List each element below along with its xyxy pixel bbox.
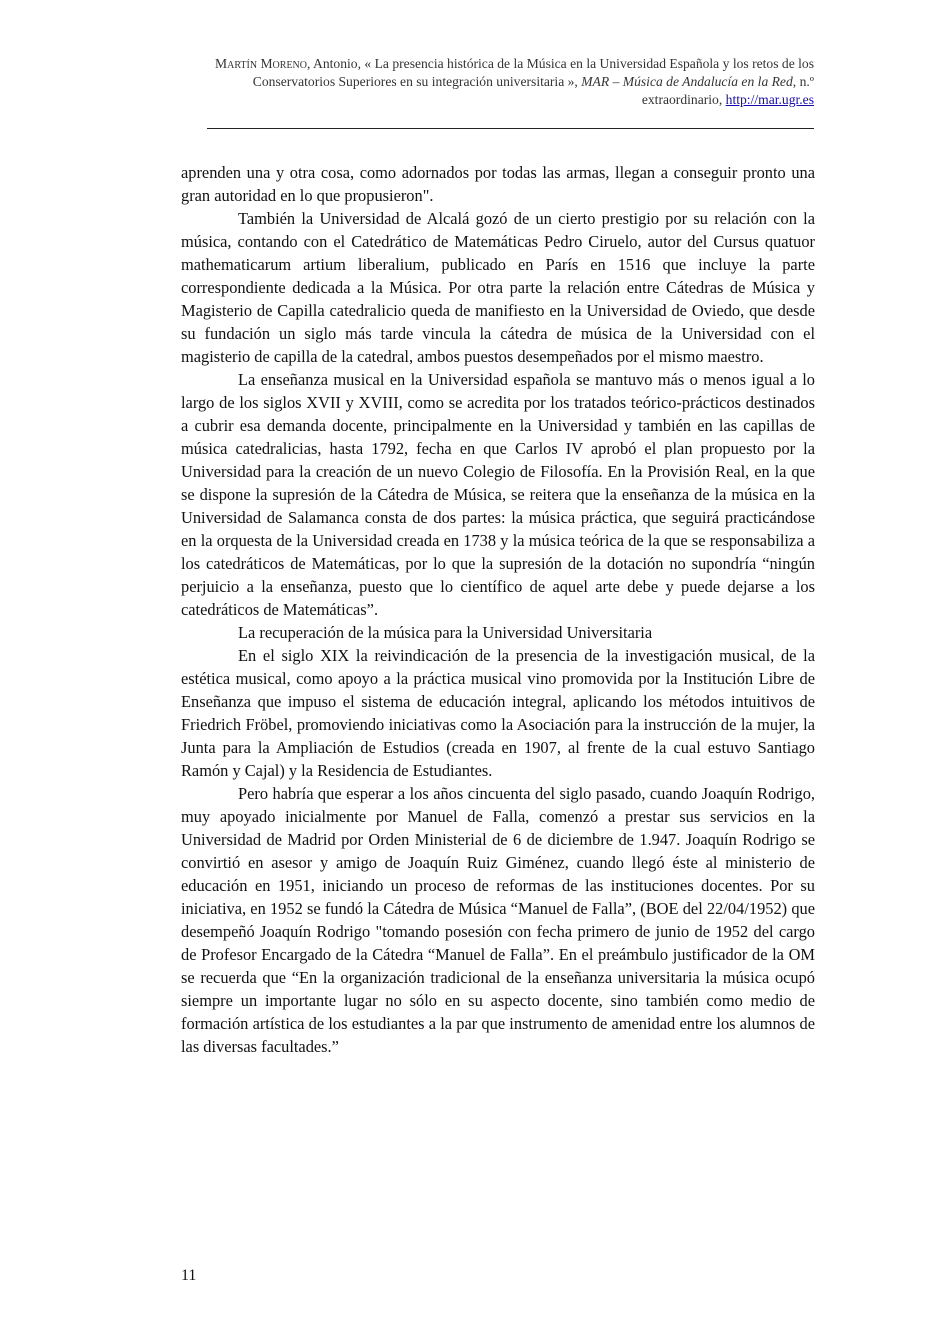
header-journal-title: MAR – Música de Andalucía en la Red — [581, 74, 793, 89]
section-heading: La recuperación de la música para la Universidad Universitaria — [238, 623, 653, 642]
header-author-surname: Martín Moreno — [215, 56, 307, 71]
body-text — [181, 161, 815, 1058]
header-divider — [207, 128, 814, 129]
paragraph-continuation: aprenden una y otra cosa, como adornados por todas las armas, llegan a conseguir pronto una gran autoridad en lo que propusieron". — [181, 163, 815, 205]
page-number: 11 — [181, 1267, 197, 1284]
header-citation-text: , Antonio, « La presencia histórica de la Música en la Universidad Española y los retos de los Conservatorios Superiores en su integración universitaria », — [252, 56, 814, 89]
paragraph-ensenanza: La enseñanza musical en la Universidad española se mantuvo más o menos igual a lo largo de los siglos XVII y XVIII, como se acredita por los tratados teórico-prácticos destinados a cubrir esa demanda docente, principalmente en la Universidad y también en las capillas de música catedralicias, hasta 1792, fecha en que Carlos IV aprobó el plan propuesto por la Universidad para la creación de un nuevo Colegio de Filosofía. En la Provisión Real, en la que se dispone la supresión de la Cátedra de Música, se reitera que la enseñanza de la música en la Universidad de Salamanca consta de dos partes: la música práctica, que seguirá practicándose en la orquesta de la Universidad creada en 1738 y la música teórica de la que se responsabiliza a los catedráticos de Matemáticas, por lo que la supresión de la dotación no supondría “ningún perjuicio a la enseñanza, puesto que lo científico de aquel arte debe y puede dejarse a los catedráticos de Matemáticas”. — [181, 370, 815, 619]
paragraph-siglo-xix: En el siglo XIX la reivindicación de la presencia de la investigación musical, de la estética musical, como apoyo a la práctica musical vino promovida por la Institución Libre de Enseñanza que impuso el sistema de educación integral, aplicando los métodos intuitivos de Friedrich Fröbel, promoviendo iniciativas como la Asociación para la instrucción de la mujer, la Junta para la Ampliación de Estudios (creada en 1907, al frente de la cual estuvo Santiago Ramón y Cajal) y la Residencia de Estudiantes. — [181, 646, 815, 780]
paragraph-rodrigo: Pero habría que esperar a los años cincuenta del siglo pasado, cuando Joaquín Rodrigo, muy apoyado inicialmente por Manuel de Falla, comenzó a prestar sus servicios en la Universidad de Madrid por Orden Ministerial de 6 de diciembre de 1.947. Joaquín Rodrigo se convirtió en asesor y amigo de Joaquín Ruiz Giménez, cuando llegó éste al ministerio de educación en 1951, iniciando un proceso de reformas de las instituciones docentes. Por su iniciativa, en 1952 se fundó la Cátedra de Música “Manuel de Falla”, (BOE del 22/04/1952) que desempeñó Joaquín Rodrigo "tomando posesión con fecha primero de junio de 1952 del cargo de Profesor Encargado de la Cátedra “Manuel de Falla”. En el preámbulo justificador de la OM se recuerda que “En la organización tradicional de la enseñanza universitaria la música ocupó siempre un importante lugar no sólo en su aspecto docente, sino también como medio de formación artística de los estudiantes a la par que instrumento de amenidad entre los alumnos de las diversas facultades.” — [181, 784, 815, 1056]
header-issue: , n.º extraordinario, — [641, 74, 814, 107]
header-journal-link[interactable]: http://mar.ugr.es — [725, 92, 814, 107]
paragraph-alcala: También la Universidad de Alcalá gozó de un cierto prestigio por su relación con la música, contando con el Catedrático de Matemáticas Pedro Ciruelo, autor del Cursus quatuor mathematicarum artium liberalium, publicado en París en 1516 que incluye la parte correspondiente dedicada a la Música. Por otra parte la relación entre Cátedras de Música y Magisterio de Capilla catedralicio queda de manifiesto en la Universidad de Oviedo, que desde su fundación un siglo más tarde vincula la cátedra de música de la Universidad con el magisterio de capilla de la catedral, ambos puestos desempeñados por el mismo maestro. — [181, 209, 815, 366]
running-header — [186, 55, 814, 109]
